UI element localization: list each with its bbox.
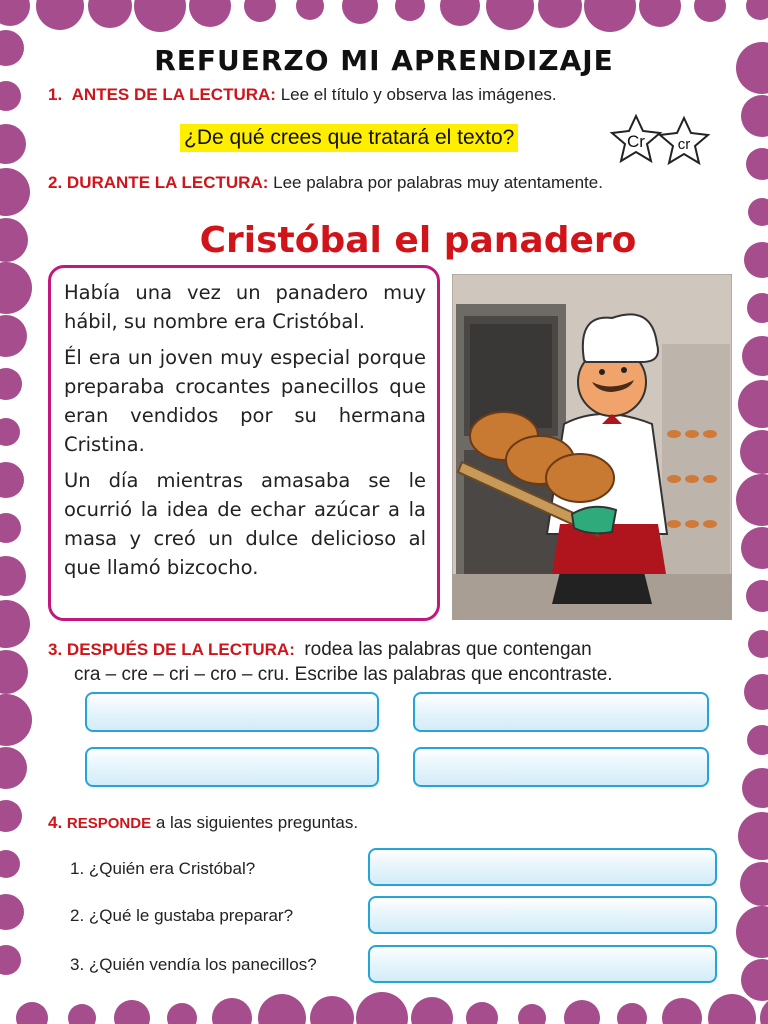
border-dot [189,0,231,27]
star-label-2: cr [677,136,691,153]
border-dot [662,998,702,1024]
border-dot [0,850,20,878]
border-dot [748,630,768,658]
border-dot [0,0,30,26]
border-dot [0,894,24,930]
border-dot [0,800,22,832]
answer-box-4[interactable] [413,747,709,787]
border-dot [746,0,768,20]
section-1-text: Lee el título y observa las imágenes. [280,85,557,104]
border-dot [741,527,768,569]
star-icon [660,118,708,163]
border-dot [0,462,24,498]
border-dot [738,380,768,428]
border-dot [0,315,27,357]
answer-box-1[interactable] [85,692,379,732]
border-dot [738,812,768,860]
section-3 [48,639,592,661]
section-2 [48,173,603,193]
border-dot [747,293,768,323]
border-dot [694,0,726,22]
border-dot [0,262,32,314]
story-text [64,278,426,589]
question-2: 2. ¿Qué le gustaba preparar? [70,906,294,925]
story-paragraph: Un día mientras amasaba se le ocurrió la idea de echar azúcar a la masa y creó un dulce delicioso al que llamó bizcocho. [64,469,426,579]
section-4-text: a las siguientes preguntas. [155,813,359,832]
answer-question-1[interactable] [368,848,717,886]
section-3-label: DESPUÉS DE LA LECTURA: [66,640,295,659]
border-dot [0,945,21,975]
border-dot [564,1000,600,1024]
border-dot [746,580,768,612]
border-dot [740,430,768,474]
star-icon [612,116,660,161]
border-dot [114,1000,150,1024]
story-paragraph: Él era un joven muy especial porque preparaba crocantes panecillos que eran vendidos por su hermana Cristina. [64,346,426,456]
border-dot [395,0,425,21]
border-dot [0,124,26,164]
border-dot [584,0,636,32]
border-dot [0,694,32,746]
border-dot [310,996,354,1024]
border-dot [36,0,84,30]
question-1: 1. ¿Quién era Cristóbal? [70,859,256,878]
section-3-line2: cra – cre – cri – cro – cru. Escribe las palabras que encontraste. [74,664,613,685]
section-4 [48,813,358,833]
border-dot [0,368,22,400]
border-dot [466,1002,498,1024]
section-3-line1: rodea las palabras que contengan [304,639,592,660]
answer-box-3[interactable] [85,747,379,787]
border-dot [0,600,30,648]
story-paragraph: Había una vez un panadero muy hábil, su nombre era Cristóbal. [64,281,426,333]
border-dot [538,0,582,28]
answer-question-2[interactable] [368,896,717,934]
border-dot [244,0,276,22]
page-title: REFUERZO MI APRENDIZAJE [154,44,614,77]
border-dot [742,336,768,376]
border-dot [212,998,252,1024]
border-dot [741,959,768,1001]
border-dot [744,674,768,710]
star-badges [604,112,716,168]
border-dot [0,168,30,216]
border-dot [0,556,26,596]
border-dot [411,997,453,1024]
section-4-number: 4. [48,813,63,832]
border-dot [68,1004,96,1024]
border-dot [0,650,28,694]
border-dot [342,0,378,24]
border-dot [486,0,534,30]
border-dot [88,0,132,28]
highlight-question: ¿De qué crees que tratará el texto? [180,124,518,152]
border-dot [296,0,324,20]
section-1-number: 1. [48,85,63,104]
border-dot [0,513,21,543]
border-dot [747,725,768,755]
border-dot [16,1002,48,1024]
question-3: 3. ¿Quién vendía los panecillos? [70,955,317,974]
section-2-text: Lee palabra por palabras muy atentamente. [273,173,603,192]
section-3-number: 3. [48,640,63,659]
section-1-label: ANTES DE LA LECTURA: [71,85,276,104]
border-dot [440,0,480,26]
border-dot [736,906,768,958]
border-dot [742,768,768,808]
section-2-number: 2. [48,173,63,192]
border-dot [167,1003,197,1024]
answer-box-2[interactable] [413,692,709,732]
section-4-label: RESPONDE [66,815,152,832]
answer-question-3[interactable] [368,945,717,983]
border-dot [0,81,21,111]
star-label-1: Cr [627,132,645,151]
border-dot [736,474,768,526]
border-dot [518,1004,546,1024]
border-dot [356,992,408,1024]
border-dot [134,0,186,32]
border-dot [0,747,27,789]
section-2-label: DURANTE LA LECTURA: [66,173,269,192]
border-dot [740,862,768,906]
border-dot [746,148,768,180]
story-title: Cristóbal el panadero [199,220,637,261]
border-dot [741,95,768,137]
border-dot [708,994,756,1024]
border-dot [258,994,306,1024]
border-dot [617,1003,647,1024]
baker-illustration [452,274,732,620]
border-dot [639,0,681,27]
section-1 [48,85,557,105]
border-dot [0,418,20,446]
